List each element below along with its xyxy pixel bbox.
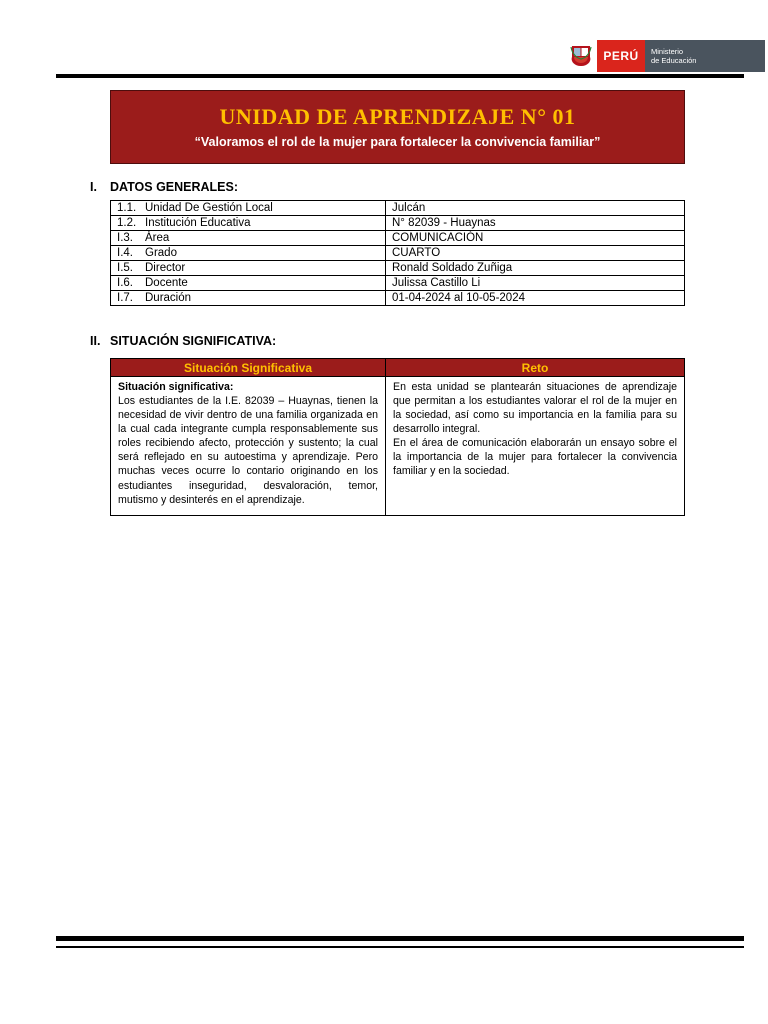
section-heading-datos-generales <box>90 180 238 194</box>
row-value: N° 82039 - Huaynas <box>386 216 685 231</box>
section-heading-situacion-significativa <box>90 334 276 348</box>
row-value: CUARTO <box>386 246 685 261</box>
situacion-cell <box>111 377 386 516</box>
row-value: 01-04-2024 al 10-05-2024 <box>386 291 685 306</box>
top-horizontal-rule <box>56 74 744 78</box>
row-value: Julcán <box>386 201 685 216</box>
peru-coat-of-arms-icon <box>565 40 597 72</box>
datos-generales-table <box>110 200 685 306</box>
row-value: COMUNICACIÓN <box>386 231 685 246</box>
row-number: I.3. <box>117 232 133 244</box>
row-label: Institución Educativa <box>145 217 251 229</box>
section-number: II. <box>90 334 101 348</box>
table-row <box>111 201 685 216</box>
ministry-line2: de Educación <box>651 56 697 65</box>
table-header-row <box>111 359 685 377</box>
reto-cell <box>386 377 685 516</box>
row-label: Grado <box>145 247 177 259</box>
row-label: Duración <box>145 292 192 304</box>
peru-wordmark <box>597 40 645 72</box>
minedu-logo-banner <box>565 40 765 72</box>
unit-title-box <box>110 90 685 164</box>
row-label: Docente <box>145 277 188 289</box>
situacion-body: Los estudiantes de la I.E. 82039 – Huaynas, tienen la necesidad de vivir dentro de una familia organizada en la cual cada integrante cumpla responsablemente sus roles recibiendo afecto, protección y sustento; la cual será reflejado en su autoestima y aprendizaje. Pero muchas veces ocurre lo contario originando en los estudiantes inseguridad, desvaloración, temor, mutismo y desinterés en el aprendizaje. <box>118 395 378 506</box>
row-number: I.6. <box>117 277 133 289</box>
row-label: Área <box>145 232 170 244</box>
reto-paragraph-2: En el área de comunicación elaborarán un ensayo sobre el la importancia de la mujer para fortalecer la convivencia familiar y en la sociedad. <box>393 437 677 478</box>
table-row <box>111 291 685 306</box>
row-number: 1.1. <box>117 202 137 214</box>
table-row <box>111 276 685 291</box>
row-value: Ronald Soldado Zuñiga <box>386 261 685 276</box>
unit-subtitle: “Valoramos el rol de la mujer para fortalecer la convivencia familiar” <box>194 135 601 149</box>
peru-label: PERÚ <box>603 49 639 63</box>
column-header-reto: Reto <box>386 359 685 377</box>
table-row <box>111 216 685 231</box>
ministry-name <box>645 40 765 72</box>
table-row <box>111 246 685 261</box>
situacion-lead: Situación significativa: <box>118 381 234 393</box>
row-number: I.7. <box>117 292 133 304</box>
table-row <box>111 231 685 246</box>
row-number: I.5. <box>117 262 133 274</box>
row-label: Unidad De Gestión Local <box>145 202 273 214</box>
bottom-horizontal-rule-thick <box>56 936 744 941</box>
situacion-significativa-table <box>110 358 685 516</box>
ministry-line1: Ministerio <box>651 46 684 56</box>
table-row <box>111 377 685 516</box>
section-number: I. <box>90 180 97 194</box>
row-value: Julissa Castillo Li <box>386 276 685 291</box>
row-label: Director <box>145 262 186 274</box>
unit-title: UNIDAD DE APRENDIZAJE N° 01 <box>219 104 576 129</box>
row-number: 1.2. <box>117 217 137 229</box>
table-row <box>111 261 685 276</box>
section-title: SITUACIÓN SIGNIFICATIVA: <box>110 334 277 348</box>
reto-paragraph-1: En esta unidad se plantearán situaciones de aprendizaje que permitan a los estudiantes valorar el rol de la mujer en la sociedad, así como su importancia en la familia para su desarrollo integral. <box>393 381 677 436</box>
bottom-horizontal-rule-thin <box>56 946 744 948</box>
column-header-situacion: Situación Significativa <box>111 359 386 377</box>
row-number: I.4. <box>117 247 133 259</box>
section-title: DATOS GENERALES: <box>110 180 239 194</box>
